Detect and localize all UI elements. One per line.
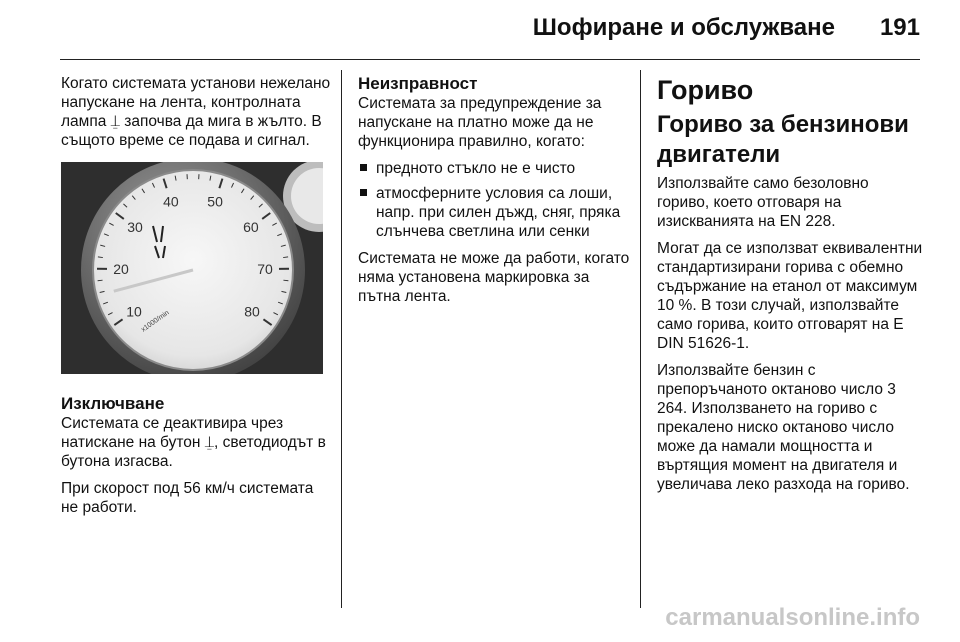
- tachometer-photo: [61, 162, 323, 374]
- gauge-unit-label: x1000/min: [140, 309, 171, 334]
- fuel-paragraph-3: Използвайте бензин с препоръчаното октаново число 3 264. Използването на гориво с прекалено ниско октаново число може да намали мощността и въртящия момент на двигателя и увеличава леко разхода на гориво.: [657, 362, 910, 493]
- malfunction-paragraph-1: Системата за предупреждение за напускане на платно може да не функционира правилно, когато:: [358, 95, 602, 150]
- column-2: [358, 74, 630, 314]
- column-divider-2: [640, 70, 641, 608]
- off-paragraph-2: При скорост под 56 км/ч системата не работи.: [61, 480, 314, 516]
- list-item: атмосферните условия са лоши, напр. при силен дъжд, сняг, пряка слънчева светлина или сенки: [358, 184, 630, 241]
- gauge-tick-label: 50: [207, 193, 223, 210]
- gauge-tick: [283, 257, 288, 258]
- gauge-tick-label: 30: [127, 219, 143, 236]
- section-title-fuel: Гориво: [657, 75, 754, 105]
- gauge-tick-label: 80: [244, 303, 260, 320]
- page-number: 191: [879, 14, 920, 41]
- gauge-tick-label: 10: [126, 303, 142, 320]
- tachometer-gauge: [61, 162, 323, 374]
- intro-paragraph: Когато системата установи нежелано напускане на лента, контролната лампа ⍊ започва да мига в жълто. В същото време се подава и сигнал.: [61, 75, 331, 149]
- gauge-tick: [98, 257, 103, 258]
- header-title: Шофиране и обслужване: [532, 14, 835, 41]
- off-heading: Изключване: [61, 394, 165, 413]
- subsection-title-petrol-fuel: Гориво за бензинови двигатели: [657, 111, 909, 168]
- header-rule: [60, 59, 920, 60]
- malfunction-list: [358, 159, 630, 241]
- gauge-tick-label: 60: [243, 219, 259, 236]
- gauge-tick: [283, 280, 288, 281]
- fuel-paragraph-1: Използвайте само безоловно гориво, което отговаря на изискванията на EN 228.: [657, 175, 869, 230]
- list-item: предното стъкло не е чисто: [358, 159, 630, 178]
- malfunction-heading: Неизправност: [358, 74, 478, 93]
- column-divider-1: [341, 70, 342, 608]
- gauge-tick-label: 40: [163, 193, 179, 210]
- fuel-paragraph-2: Могат да се използват еквивалентни стандартизирани горива с обемно съдържание на етанол от максимум 10 %. В този случай, използвайте само горива, които отговарят на E DIN 51626-1.: [657, 240, 923, 352]
- malfunction-paragraph-2: Системата не може да работи, когато няма установена маркировка за пътна лента.: [358, 250, 630, 305]
- off-paragraph-1: Системата се деактивира чрез натискане на бутон ⍊, светодиодът в бутона изгасва.: [61, 415, 326, 470]
- gauge-tick-label: 70: [257, 261, 273, 278]
- gauge-tick-label: 20: [113, 261, 129, 278]
- gauge-tick: [98, 280, 103, 281]
- watermark: carmanualsonline.info: [665, 604, 920, 631]
- column-1: [61, 74, 333, 525]
- column-3: [657, 74, 925, 502]
